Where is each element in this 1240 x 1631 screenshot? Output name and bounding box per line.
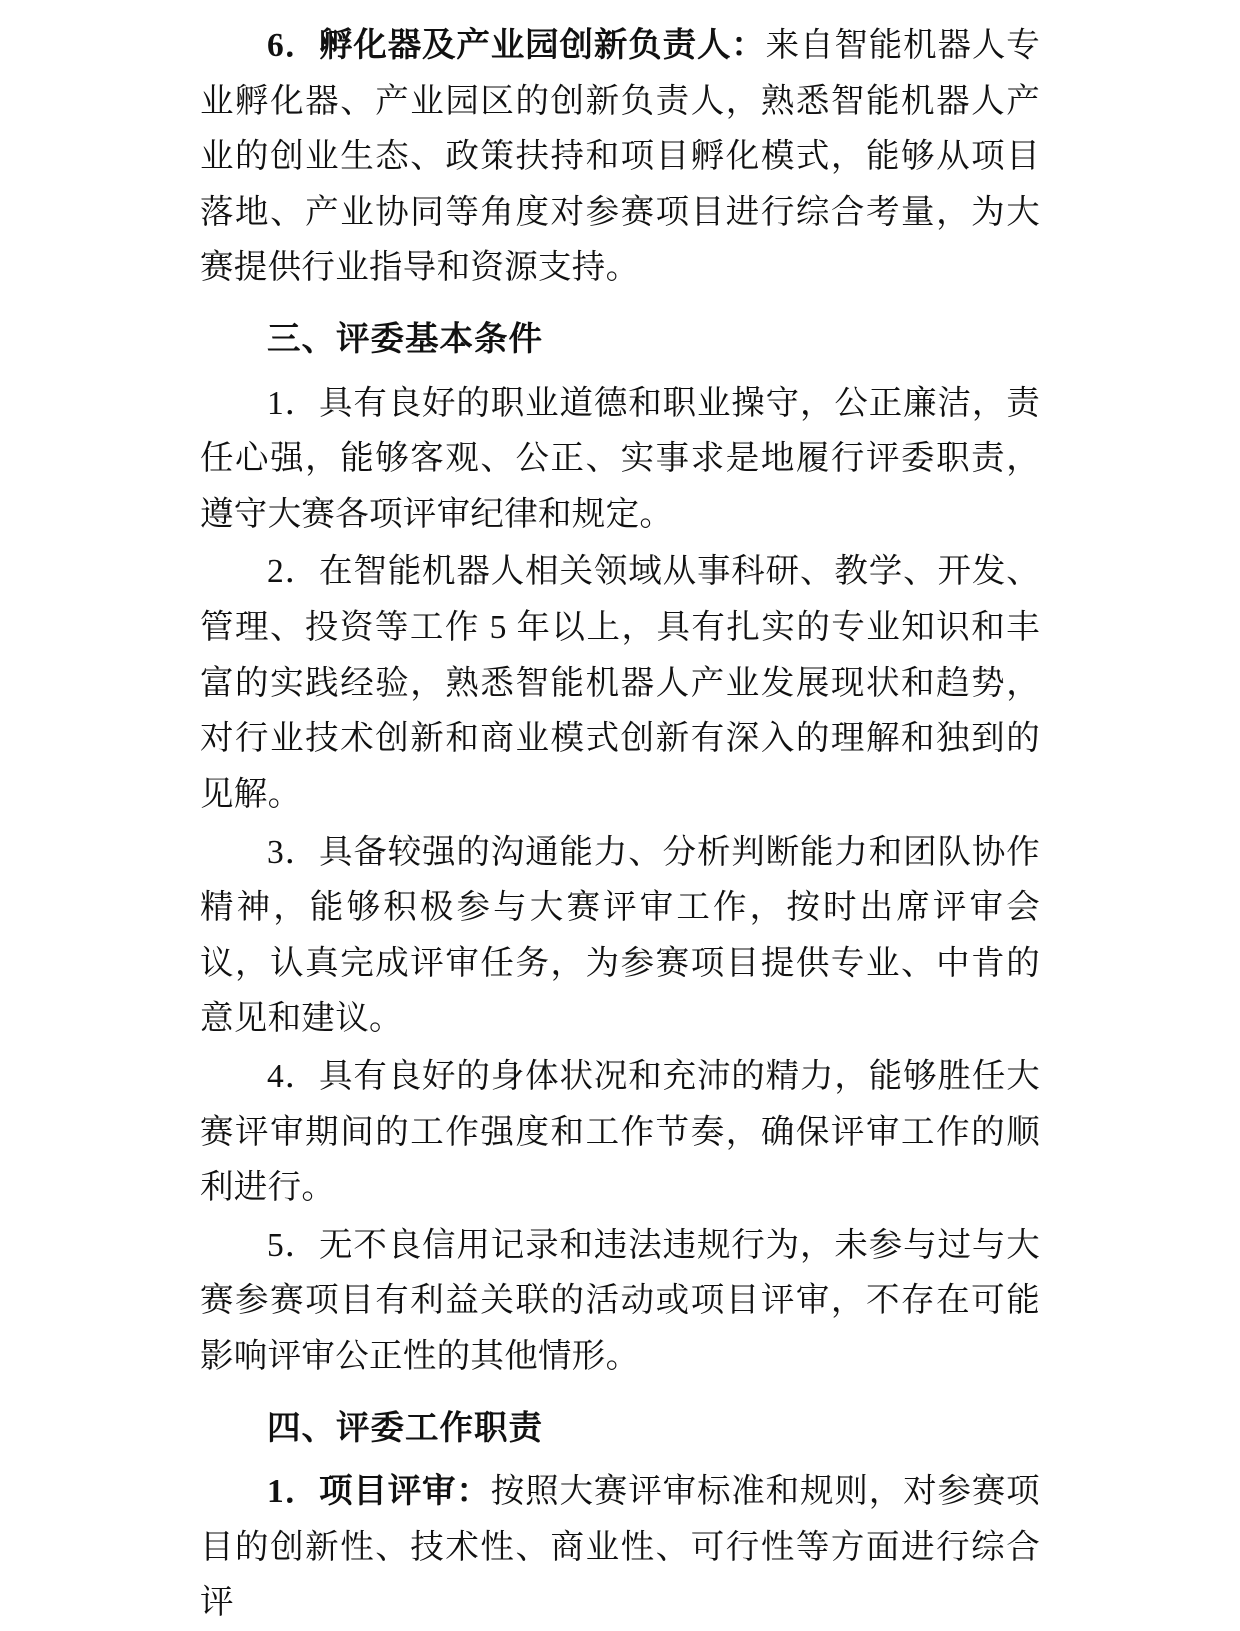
- section-heading-three: 三、评委基本条件: [267, 321, 543, 359]
- paragraph-item-6: [200, 18, 1040, 296]
- paragraph-condition-3: 3．具备较强的沟通能力、分析判断能力和团队协作精神，能够积极参与大赛评审工作，按时出席评审会议，认真完成评审任务，为参赛项目提供专业、中肯的意见和建议。: [200, 833, 1040, 1038]
- paragraph-item-6-lead: 6．孵化器及产业园创新负责人：: [267, 27, 766, 64]
- paragraph-condition-2: 2．在智能机器人相关领域从事科研、教学、开发、管理、投资等工作 5 年以上，具有扎实的专业知识和丰富的实践经验，熟悉智能机器人产业发展现状和趋势，对行业技术创新和商业模式创新有深入的理解和独到的见解。: [200, 553, 1040, 813]
- paragraph-duty-1: [200, 1464, 1040, 1631]
- paragraph-duty-1-text: 按照大赛评审标准和规则，对参赛项目的创新性、技术性、商业性、可行性等方面进行综合评: [200, 1473, 1040, 1622]
- paragraph-condition-4: 4．具有良好的身体状况和充沛的精力，能够胜任大赛评审期间的工作强度和工作节奏，确保评审工作的顺利进行。: [200, 1057, 1040, 1207]
- section-heading-four: 四、评委工作职责: [267, 1409, 543, 1447]
- paragraph-condition-5: 5．无不良信用记录和违法违规行为，未参与过与大赛参赛项目有利益关联的活动或项目评审，不存在可能影响评审公正性的其他情形。: [200, 1226, 1040, 1376]
- paragraph-item-6-text: 来自智能机器人专业孵化器、产业园区的创新负责人，熟悉智能机器人产业的创业生态、政策扶持和项目孵化模式，能够从项目落地、产业协同等角度对参赛项目进行综合考量，为大赛提供行业指导和资源支持。: [200, 27, 1040, 287]
- paragraph-condition-1: 1．具有良好的职业道德和职业操守，公正廉洁，责任心强，能够客观、公正、实事求是地履行评委职责，遵守大赛各项评审纪律和规定。: [200, 384, 1040, 533]
- document-body: [200, 18, 1040, 1631]
- paragraph-duty-1-lead: 1．项目评审：: [267, 1473, 491, 1511]
